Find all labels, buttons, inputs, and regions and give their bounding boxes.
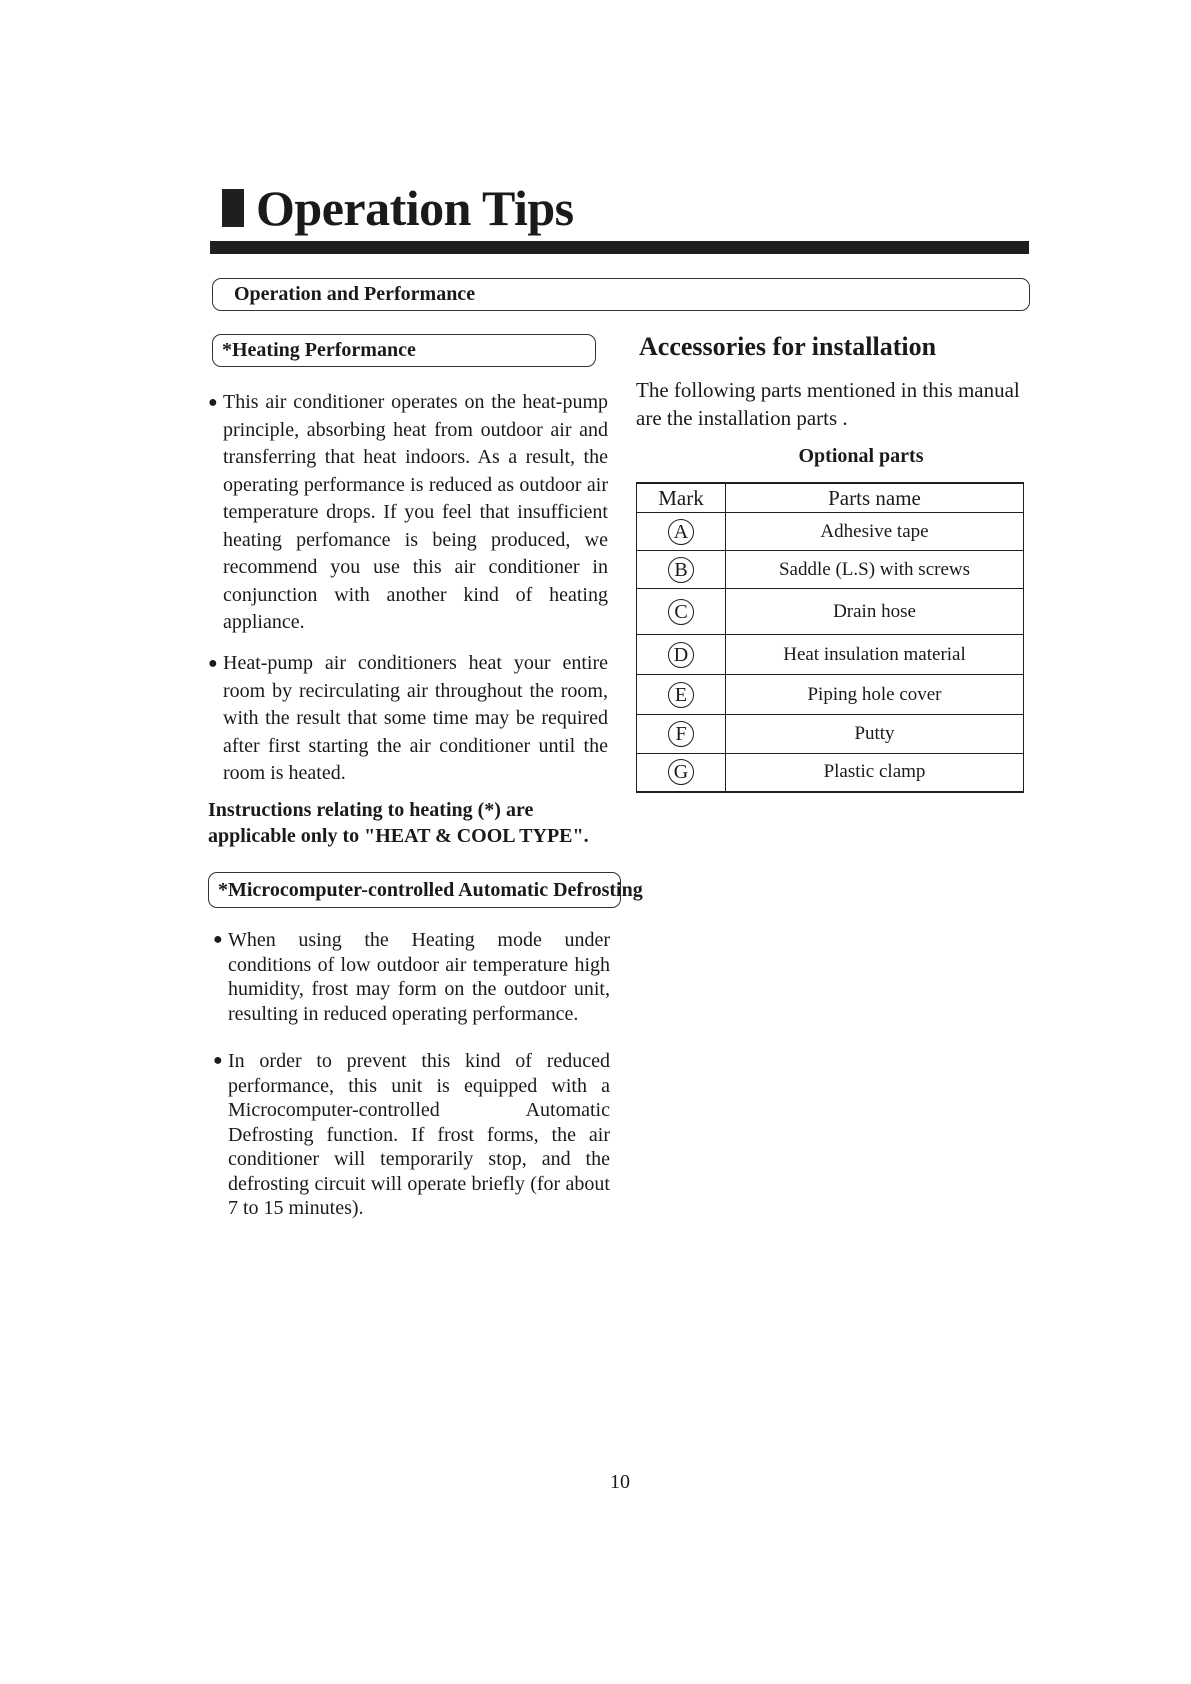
table-row: [637, 715, 1024, 754]
mark-cell: [637, 513, 726, 551]
mark-circle: B: [668, 557, 694, 583]
column-header-parts-name: Parts name: [726, 483, 1024, 513]
bullet-text: This air conditioner operates on the heat-pump principle, absorbing heat from outdoor air and transferring that heat indoors. As a result, the operating performance is reduced as outdoor air temperature drops. If you feel that insufficient heating perfomance is being produced, we recommend you use this air conditioner in conjunction with another kind of heating appliance.: [223, 391, 608, 633]
mark-circle: E: [668, 682, 694, 708]
bullet-text: Heat-pump air conditioners heat your entire room by recirculating air throughout the room, with the result that some time may be required after first starting the air conditioner until the room is heated.: [223, 652, 608, 784]
page-title-block: [222, 178, 574, 238]
title-marker: [222, 189, 244, 227]
mark-cell: [637, 589, 726, 635]
mark-circle: C: [668, 599, 694, 625]
part-name-cell: Piping hole cover: [726, 675, 1024, 715]
table-row: [637, 675, 1024, 715]
bullet-icon: ●: [208, 655, 218, 672]
bullet-icon: ●: [208, 394, 218, 411]
heating-note: Instructions relating to heating (*) are applicable only to "HEAT & COOL TYPE".: [208, 799, 589, 847]
mark-cell: [637, 635, 726, 675]
list-item: [213, 1049, 610, 1221]
mark-circle: A: [668, 519, 694, 545]
bullet-icon: ●: [213, 931, 223, 948]
part-name-cell: Heat insulation material: [726, 635, 1024, 675]
table-header-row: [637, 483, 1024, 513]
mark-circle: G: [668, 759, 694, 785]
list-item: [213, 928, 610, 1026]
defrost-header: *Microcomputer-controlled Automatic Defrosting: [208, 872, 621, 908]
bullet-icon: ●: [213, 1052, 223, 1069]
heating-performance-header: *Heating Performance: [212, 334, 596, 367]
table-row: [637, 754, 1024, 792]
accessories-title: Accessories for installation: [639, 332, 937, 361]
mark-cell: [637, 675, 726, 715]
mark-cell: [637, 551, 726, 589]
accessories-intro: The following parts mentioned in this manual are the installation parts .: [636, 378, 1020, 430]
list-item: [208, 650, 608, 788]
part-name-cell: Putty: [726, 715, 1024, 754]
part-name-cell: Plastic clamp: [726, 754, 1024, 792]
bullet-text: When using the Heating mode under conditions of low outdoor air temperature high humidity, frost may form on the outdoor unit, resulting in reduced operating performance.: [228, 929, 610, 1025]
table-row: [637, 635, 1024, 675]
part-name-cell: Saddle (L.S) with screws: [726, 551, 1024, 589]
parts-table: [636, 482, 1024, 793]
section-header: Operation and Performance: [212, 278, 1030, 311]
bullet-text: In order to prevent this kind of reduced performance, this unit is equipped with a Microcomputer-controlled Automatic Defrosting function. If frost forms, the air conditioner will temporarily stop, and the defrosting circuit will operate briefly (for about 7 to 15 minutes).: [228, 1050, 610, 1219]
mark-cell: [637, 754, 726, 792]
page-title: Operation Tips: [256, 180, 574, 236]
page-number: 10: [610, 1471, 630, 1493]
mark-circle: F: [668, 721, 694, 747]
list-item: [208, 389, 608, 637]
title-rule: [210, 241, 1029, 254]
part-name-cell: Adhesive tape: [726, 513, 1024, 551]
column-header-mark: Mark: [637, 483, 726, 513]
table-row: [637, 513, 1024, 551]
table-row: [637, 551, 1024, 589]
table-row: [637, 589, 1024, 635]
mark-cell: [637, 715, 726, 754]
mark-circle: D: [668, 642, 694, 668]
part-name-cell: Drain hose: [726, 589, 1024, 635]
optional-parts-title: Optional parts: [798, 445, 924, 467]
